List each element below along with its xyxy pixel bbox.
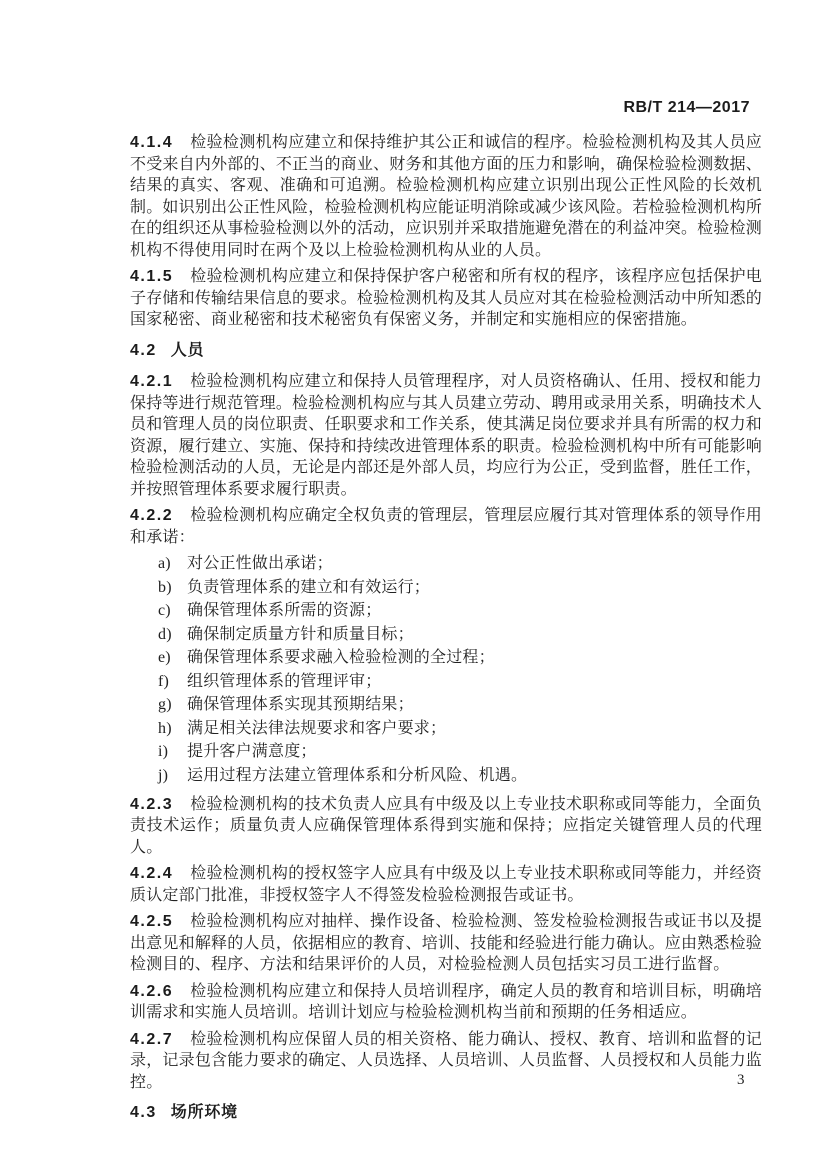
clause-number: 4.1.5 xyxy=(130,268,174,285)
list-item-marker: a) xyxy=(158,555,171,572)
page-number: 3 xyxy=(737,1072,745,1088)
list-item-text: 满足相关法律法规要求和客户要求； xyxy=(187,719,447,737)
list-item xyxy=(158,553,762,575)
section-heading xyxy=(130,1102,762,1124)
section-title: 场所环境 xyxy=(170,1104,238,1121)
list-item-text: 确保管理体系要求融入检验检测的全过程； xyxy=(187,649,495,666)
standard-number-header: RB/T 214—2017 xyxy=(623,99,750,116)
list-item xyxy=(158,577,762,599)
list-item xyxy=(158,741,762,763)
clause-text: 检验检测机构应建立和保持维护其公正和诚信的程序。检验检测机构及其人员应不受来自内外部的、不正当的商业、财务和其他方面的压力和影响，确保检验检测数据、结果的真实、客观、准确和可追溯。检验检测机构应建立识别出现公正性风险的长效机制。如识别出公正性风险，检验检测机构应能证明消除或减少该风险。若检验检测机构所在的组织还从事检验检测以外的活动，应识别并采取措施避免潜在的利益冲突。检验检测机构不得使用同时在两个及以上检验检测机构从业的人员。 xyxy=(130,134,762,259)
section-number: 4.3 xyxy=(130,1104,157,1121)
clause-text: 检验检测机构应建立和保持人员培训程序，确定人员的教育和培训目标，明确培训需求和实施人员培训。培训计划应与检验检测机构当前和预期的任务相适应。 xyxy=(130,982,762,1021)
list-item-marker: h) xyxy=(158,719,172,737)
section-number: 4.2 xyxy=(130,341,157,359)
clause-number: 4.2.6 xyxy=(130,982,174,1000)
clause-paragraph xyxy=(130,794,762,859)
section-title: 人员 xyxy=(170,341,205,359)
list-item-marker: g) xyxy=(158,696,172,713)
list-item-text: 提升客户满意度； xyxy=(187,743,317,760)
list-item xyxy=(158,718,762,740)
clause-number: 4.2.4 xyxy=(130,865,174,882)
clause-text: 检验检测机构的技术负责人应具有中级及以上专业技术职称或同等能力，全面负责技术运作；质量负责人应确保管理体系得到实施和保持；应指定关键管理人员的代理人。 xyxy=(130,795,762,856)
list-item-text: 确保管理体系所需的资源； xyxy=(187,602,382,619)
clause-number: 4.2.1 xyxy=(130,373,174,390)
clause-paragraph xyxy=(130,863,762,906)
list-item xyxy=(158,765,762,787)
clause-number: 4.1.4 xyxy=(130,134,174,151)
list-item-text: 确保管理体系实现其预期结果； xyxy=(187,696,414,713)
list-item-text: 负责管理体系的建立和有效运行； xyxy=(187,578,431,596)
management-commitment-list xyxy=(130,553,762,787)
clause-text: 检验检测机构应对抽样、操作设备、检验检测、签发检验检测报告或证书以及提出意见和解释的人员，依据相应的教育、培训、技能和经验进行能力确认。应由熟悉检验检测目的、程序、方法和结果评价的人员，对检验检测人员包括实习员工进行监督。 xyxy=(130,913,762,973)
clause-text: 检验检测机构应确定全权负责的管理层，管理层应履行其对管理体系的领导作用和承诺： xyxy=(130,507,762,546)
list-item xyxy=(158,624,762,646)
clause-text: 检验检测机构应保留人员的相关资格、能力确认、授权、教育、培训和监督的记录，记录包含能力要求的确定、人员选择、人员培训、人员监督、人员授权和人员能力监控。 xyxy=(130,1030,762,1091)
list-item xyxy=(158,694,762,716)
document-body xyxy=(130,132,762,1134)
list-item-text: 运用过程方法建立管理体系和分析风险、机遇。 xyxy=(187,766,528,784)
clause-paragraph xyxy=(130,911,762,976)
clause-paragraph xyxy=(130,266,762,331)
clause-text: 检验检测机构的授权签字人应具有中级及以上专业技术职称或同等能力，并经资质认定部门批准，非授权签字人不得签发检验检测报告或证书。 xyxy=(130,865,762,904)
list-item-marker: j) xyxy=(158,766,169,784)
clause-number: 4.2.3 xyxy=(130,795,174,813)
list-item-text: 对公正性做出承诺； xyxy=(187,555,333,572)
clause-text: 检验检测机构应建立和保持人员管理程序，对人员资格确认、任用、授权和能力保持等进行规范管理。检验检测机构应与其人员建立劳动、聘用或录用关系，明确技术人员和管理人员的岗位职责、任职要求和工作关系，使其满足岗位要求并具有所需的权力和资源，履行建立、实施、保持和持续改进管理体系的职责。检验检测机构中所有可能影响检验检测活动的人员，无论是内部还是外部人员，均应行为公正，受到监督，胜任工作，并按照管理体系要求履行职责。 xyxy=(130,373,762,498)
list-item-marker: d) xyxy=(158,625,172,643)
section-heading xyxy=(130,340,762,362)
list-item-marker: c) xyxy=(158,602,171,619)
list-item-marker: e) xyxy=(158,649,171,666)
clause-number: 4.2.7 xyxy=(130,1030,174,1048)
list-item-marker: f) xyxy=(158,672,170,690)
clause-paragraph xyxy=(130,132,762,261)
list-item-marker: i) xyxy=(158,743,169,760)
clause-paragraph xyxy=(130,1029,762,1094)
clause-number: 4.2.5 xyxy=(130,913,174,930)
list-item-text: 确保制定质量方针和质量目标； xyxy=(187,625,414,643)
clause-paragraph xyxy=(130,371,762,500)
clause-number: 4.2.2 xyxy=(130,507,174,524)
list-item xyxy=(158,600,762,622)
list-item xyxy=(158,671,762,693)
clause-paragraph xyxy=(130,981,762,1024)
list-item-text: 组织管理体系的管理评审； xyxy=(187,672,382,690)
list-item xyxy=(158,647,762,669)
clause-text: 检验检测机构应建立和保持保护客户秘密和所有权的程序，该程序应包括保护电子存储和传输结果信息的要求。检验检测机构及其人员应对其在检验检测活动中所知悉的国家秘密、商业秘密和技术秘密负有保密义务，并制定和实施相应的保密措施。 xyxy=(130,268,762,328)
list-item-marker: b) xyxy=(158,578,172,596)
clause-paragraph xyxy=(130,505,762,548)
